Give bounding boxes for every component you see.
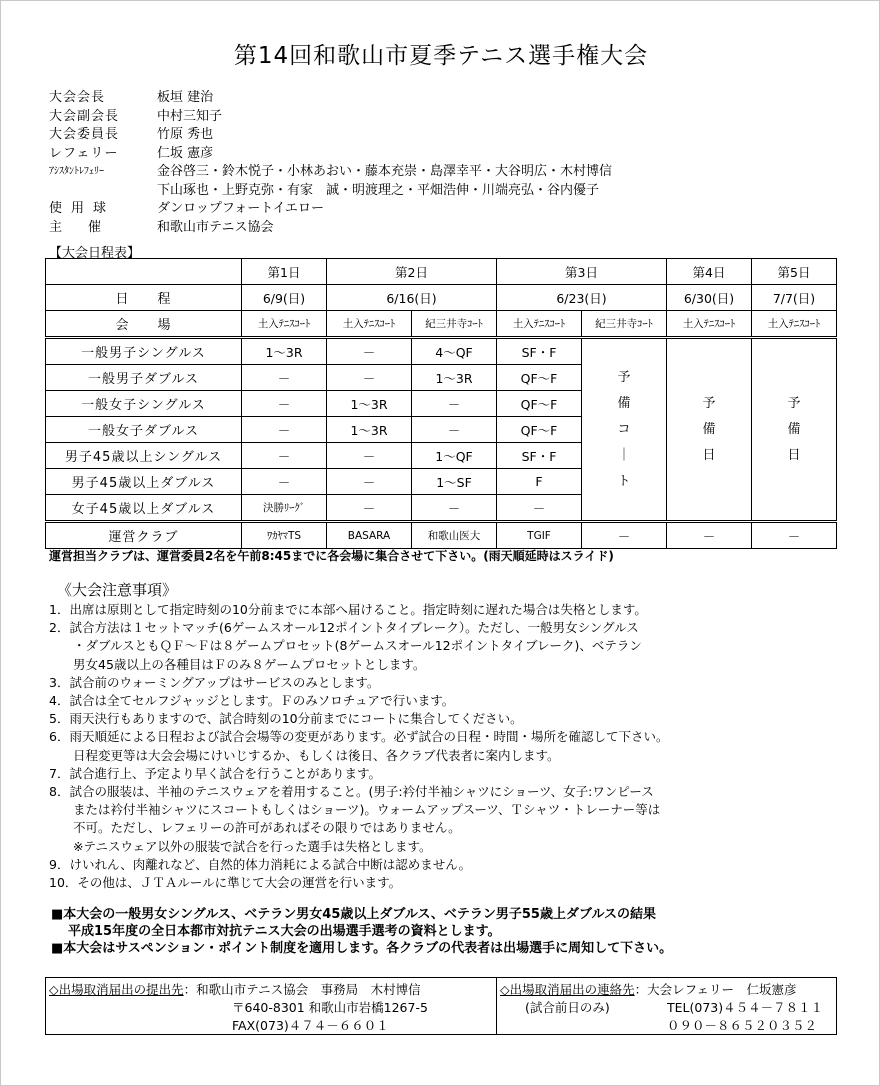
table-cell: － [327,443,412,469]
contact-person: ：大会レフェリー 仁坂憲彦 [634,982,797,997]
bold-note-line: ■本大会はサスペンション・ポイント制度を適用します。各クラブの代表者は出場選手に周知して下さい。 [51,941,673,956]
schedule-table [45,258,837,549]
official-row [49,126,612,145]
club-row-label: 運営クラブ [46,522,242,549]
contact-box [45,977,837,1035]
venue-cell: 土入ﾃﾆｽｺｰﾄ [327,311,412,338]
notes-title: 《大会注意事項》 [57,581,178,599]
day-header: 第5日 [752,259,837,285]
table-cell: 1～3R [327,391,412,417]
official-names: 仁坂 憲彦 [157,145,214,161]
official-names: 板垣 建治 [157,90,214,105]
official-names: 下山琢也・上野克弥・有家 誠・明渡理之・平畑浩伸・川端亮弘・谷内優子 [157,182,600,198]
reserve-char: 予 [702,395,716,411]
contact-section [497,978,836,1034]
venue-cell: 紀三井寺ｺｰﾄ [412,311,497,338]
venue-cell: 土入ﾃﾆｽｺｰﾄ [752,311,837,338]
club-cell: － [752,522,837,549]
table-cell: 1～3R [412,365,497,391]
table-cell: 1～3R [327,417,412,443]
venue-cell: 土入ﾃﾆｽｺｰﾄ [497,311,582,338]
contact-note: (試合前日のみ) [525,1000,610,1015]
table-cell: QF～F [497,365,582,391]
note-line: 10．その他は、ＪＴＡルールに準じて大会の運営を行います。 [49,875,402,891]
note-line: 4．試合は全てセルフジャッジとします。Ｆのみソロチュアで行います。 [49,693,455,709]
contact-tel: TEL(073)４５４－７８１１ [667,1000,824,1015]
table-cell: 1～SF [412,469,497,495]
reserve-char: 予 [787,395,801,411]
table-cell: － [242,417,327,443]
table-cell: SF・F [497,338,582,365]
contact-label: ◇出場取消届出の連絡先 [500,982,635,997]
bold-note-line: 平成15年度の全日本都市対抗テニス大会の出場選手選考の資料とします。 [68,924,501,939]
venue-cell: 土入ﾃﾆｽｺｰﾄ [667,311,752,338]
bold-notes [51,906,672,957]
table-cell: － [327,338,412,365]
table-cell: － [412,391,497,417]
official-label: 大会委員長 [49,127,120,142]
event-name: 一般男子シングルス [46,338,242,365]
event-name: 女子45歳以上ダブルス [46,495,242,522]
table-cell: QF～F [497,391,582,417]
bold-note-line: ■本大会の一般男女シングルス、ベテラン男女45歳以上ダブルス、ベテラン男子55歳上ダブルスの結果 [51,907,657,922]
day-header: 第3日 [497,259,667,285]
venue-cell: 紀三井寺ｺｰﾄ [582,311,667,338]
submit-section [46,978,497,1034]
reserve-char: 備 [617,395,631,411]
note-item [49,783,668,856]
note-line: 3．試合前のウォーミングアップはサービスのみとします。 [49,674,380,690]
reserve-char: ト [617,473,631,489]
table-row [46,522,837,549]
official-row [49,89,612,108]
official-row [49,200,612,219]
day-header: 第1日 [242,259,327,285]
official-label: 使用球 [49,201,116,216]
reserve-day-cell [752,338,837,522]
club-cell: － [667,522,752,549]
official-label: 大会会長 [49,90,106,105]
table-cell: 1～QF [412,443,497,469]
official-names: 竹原 秀也 [157,127,214,142]
contact-mobile: ０９０－８６５２０３５２ [667,1018,818,1033]
table-cell: QF～F [497,417,582,443]
day-header: 第2日 [327,259,497,285]
table-cell: F [497,469,582,495]
table-cell: － [412,495,497,522]
note-line: 1．出席は原則として指定時刻の10分前までに本部へ届けること。指定時刻に遅れた場合は失格とします。 [49,602,647,617]
date-cell: 7/7(日) [752,285,837,311]
note-line: 7．試合進行上、予定より早く試合を行うことがあります。 [49,765,381,781]
official-names: ダンロップフォートイエロー [157,201,325,216]
table-cell: － [412,417,497,443]
reserve-char: 備 [702,421,716,437]
reserve-char: ｜ [617,447,631,463]
official-row [49,108,612,127]
page-title: 第14回和歌山市夏季テニス選手権大会 [233,43,649,69]
table-cell: － [497,495,582,522]
submit-fax: FAX(073)４７４－６６０１ [232,1018,389,1033]
table-cell: － [327,365,412,391]
date-cell: 6/16(日) [327,285,497,311]
table-cell: 4～QF [412,338,497,365]
note-line: 不可。ただし、レフェリーの許可があればその限りではありません。 [73,820,461,836]
submit-address: 〒640-8301 和歌山市岩橋1267-5 [232,1000,428,1015]
submit-org: ：和歌山市テニス協会 事務局 木村博信 [183,982,421,997]
reserve-day-cell [667,338,752,522]
club-cell: 和歌山医大 [412,522,497,549]
day-header: 第4日 [667,259,752,285]
event-name: 一般男子ダブルス [46,365,242,391]
note-line: 8．試合の服装は、半袖のテニスウェアを着用すること。(男子:衿付半袖シャツにショーツ、女子:ワンピース [49,784,654,800]
note-line: または衿付半袖シャツにスコートもしくはショーツ)。ウォームアップスーツ、Ｔシャツ・トレーナー等は [73,802,661,818]
club-note: 運営担当クラブは、運営委員2名を午前8:45までに各会場に集合させて下さい。(雨天順延時はスライド) [49,549,614,563]
official-label: 主催 [49,219,128,235]
official-row [49,145,612,164]
venue-cell: 土入ﾃﾆｽｺｰﾄ [242,311,327,338]
note-line: 日程変更等は大会会場にけいじするか、もしくは後日、各クラブ代表者に案内します。 [73,747,560,763]
note-item [49,728,668,764]
note-item [49,674,668,692]
club-cell: ﾜｶﾔﾏTS [242,522,327,549]
date-cell: 6/23(日) [497,285,667,311]
table-cell: 1～3R [242,338,327,365]
date-cell: 6/30(日) [667,285,752,311]
table-cell [46,259,242,285]
reserve-char: 日 [702,447,716,463]
official-names: 金谷啓三・鈴木悦子・小林あおい・藤本充崇・島澤幸平・大谷明広・木村博信 [157,164,613,179]
note-item [49,619,668,674]
date-cell: 6/9(日) [242,285,327,311]
official-row [49,219,612,238]
table-cell: 決勝ﾘｰｸﾞ [242,495,327,522]
note-item [49,856,668,874]
note-line: ※テニスウェア以外の服装で試合を行った選手は失格とします。 [73,838,432,854]
date-row-label: 日 程 [46,285,242,311]
table-cell: SF・F [497,443,582,469]
event-name: 男子45歳以上シングルス [46,443,242,469]
event-name: 男子45歳以上ダブルス [46,469,242,495]
club-cell: BASARA [327,522,412,549]
table-row [46,285,837,311]
reserve-char: 備 [787,421,801,437]
table-cell: － [242,443,327,469]
table-cell: － [327,495,412,522]
note-line: 9．けいれん、肉離れなど、自然的体力消耗による試合中断は認めません。 [49,856,471,872]
club-cell: － [582,522,667,549]
table-cell: － [242,469,327,495]
table-cell: － [242,391,327,417]
note-item [49,874,668,892]
reserve-court-cell [582,338,667,522]
note-line: 男女45歳以上の各種目はＦのみ８ゲームプロセットとします。 [73,656,426,672]
contact-line [500,980,797,998]
table-cell: － [327,469,412,495]
notes-list [49,601,668,892]
table-cell: － [242,365,327,391]
official-label: レフェリー [49,145,119,161]
note-line: 5．雨天決行もありますので、試合時刻の10分前までにコートに集合してください。 [49,711,523,727]
reserve-char: 予 [617,369,631,385]
table-row [46,311,837,338]
event-name: 一般女子ダブルス [46,417,242,443]
reserve-char: 日 [787,447,801,463]
event-name: 一般女子シングルス [46,391,242,417]
note-line: ・ダブルスともＱＦ～Ｆは８ゲームプロセット(8ゲームスオール12ポイントタイブレーク)、ベテラン [73,638,642,654]
club-cell: TGIF [497,522,582,549]
reserve-char: コ [617,421,631,437]
note-item [49,601,668,619]
table-row [46,338,837,365]
official-names: 和歌山市テニス協会 [157,219,274,235]
note-line: 6．雨天順延による日程および試合会場等の変更があります。必ず試合の日程・時間・場所を確認して下さい。 [49,729,669,745]
schedule-label: 【大会日程表】 [49,246,141,261]
official-row [49,163,612,182]
submit-label: ◇出場取消届出の提出先 [49,982,184,997]
note-item [49,692,668,710]
submit-line [49,980,421,998]
official-label: ｱｼｽﾀﾝﾄﾚﾌｪﾘｰ [49,166,104,177]
official-names: 中村三知子 [157,108,223,124]
official-row [49,182,612,201]
table-row [46,259,837,285]
venue-row-label: 会 場 [46,311,242,338]
note-item [49,710,668,728]
official-label: 大会副会長 [49,108,120,124]
official-label [49,182,157,201]
note-item [49,765,668,783]
officials-list [49,89,612,237]
note-line: 2．試合方法は１セットマッチ(6ゲームスオール12ポイントタイブレーク）。ただし、一般男女シングルス [49,620,639,636]
